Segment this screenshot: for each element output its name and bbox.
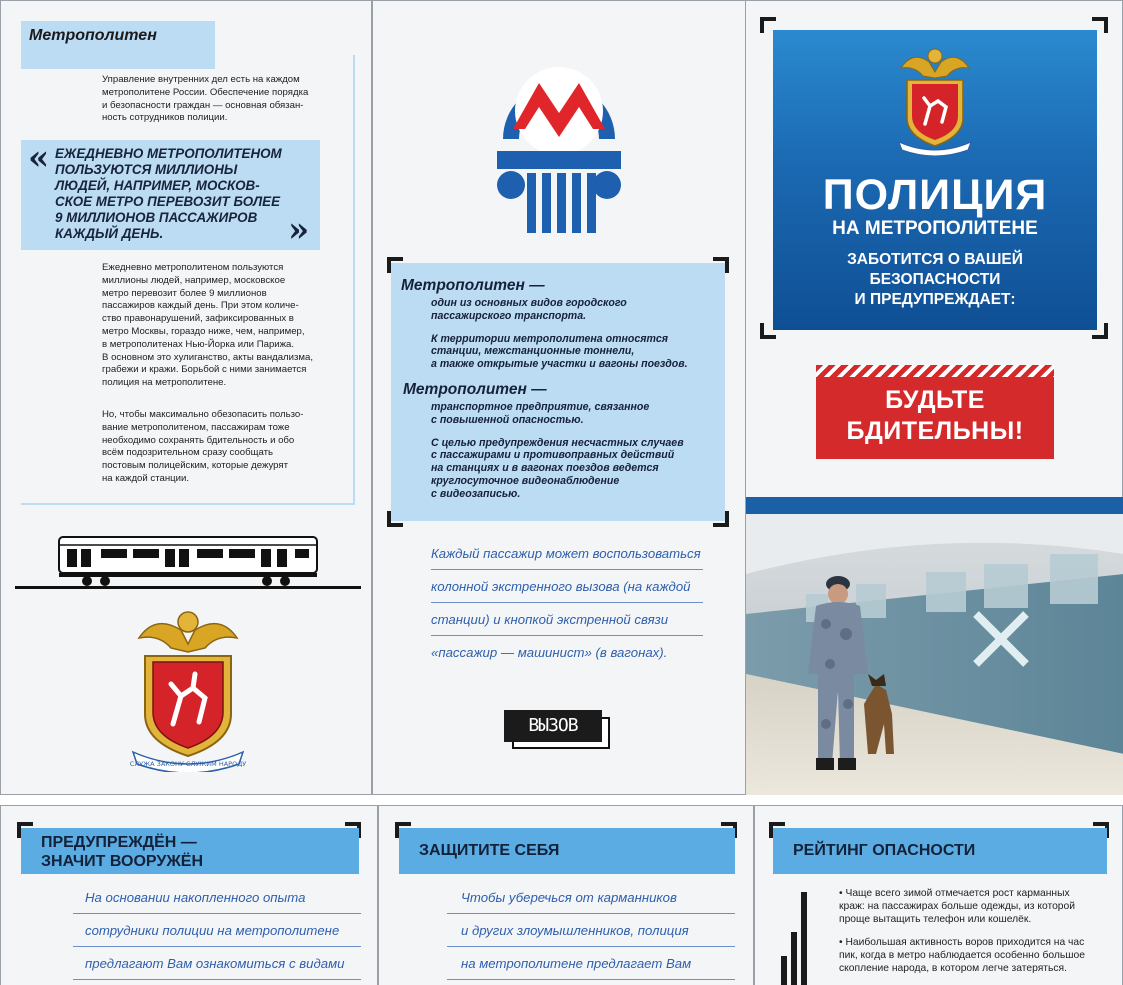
frame-corner [387, 257, 403, 273]
call-button[interactable]: ВЫЗОВ [504, 710, 602, 742]
cover-text: ЗАБОТИТСЯ О ВАШЕЙ БЕЗОПАСНОСТИ И ПРЕДУПРЕЖДАЕТ: [847, 251, 1023, 308]
protect-tab: ЗАЩИТИТЕ СЕБЯ [399, 828, 735, 874]
forewarned-tab: ПРЕДУПРЕЖДЁН — ЗНАЧИТ ВООРУЖЁН [21, 828, 359, 874]
frame-corner [387, 511, 403, 527]
pull-quote: ЕЖЕДНЕВНО МЕТРОПОЛИТЕНОМ ПОЛЬЗУЮТСЯ МИЛЛИОНЫ ЛЮДЕЙ, НАПРИМЕР, МОСКОВ- СКОЕ МЕТРО ПЕРЕВОЗИТ БОЛЕЕ 9 МИЛЛИОНОВ ПАССАЖИРОВ КАЖДЫЙ ДЕНЬ. [21, 140, 320, 250]
danger-bullets: • Чаще всего зимой отмечается рост карманных краж: на пассажирах больше одежды, из которой проще вытащить телефон или кошелёк. • Наибольшая активность воров приходится на час пик, когда в метро наблюдается особенно большое скопление народа, в котором легче затеряться. [839, 887, 1119, 975]
panel-danger-rating [754, 805, 1123, 985]
alert-banner: БУДЬТЕ БДИТЕЛЬНЫ! [816, 377, 1054, 459]
emergency-call-text: Каждый пассажир может воспользоваться колонной экстренного вызова (на каждой станции) и кнопкой экстренной связи «пассажир — машинист» (в вагонах). [431, 537, 703, 669]
panel-protect-yourself [378, 805, 754, 985]
quote-open-icon: « [28, 138, 50, 178]
metro-definition-box [391, 263, 725, 521]
metro-logo-icon [495, 49, 623, 239]
bullet-gap [839, 926, 1119, 936]
definition-text-1a: один из основных видов городского пассажирского транспорта. [431, 297, 627, 322]
police-emblem-icon [895, 44, 975, 156]
frame-corner [713, 511, 729, 527]
definition-text-2b: С целью предупреждения несчастных случаев с пассажирами и противоправных действий на станциях и в вагонах поездов ведется круглосуточное видеонаблюдение с видеозаписью. [431, 436, 684, 500]
panel-forewarned [0, 805, 378, 985]
blue-divider [746, 497, 1123, 514]
metro-train-icon [15, 531, 361, 593]
body-text-2: Но, чтобы максимально обезопасить пользо- вание метрополитеном, пассажирам тоже необходимо сохранять бдительность и обо всём подозрительном сразу сообщать постовым полицейским, которые дежурят на каждой станции. [102, 409, 304, 484]
police-officer-photo [746, 514, 1123, 795]
body-text-1: Ежедневно метрополитеном пользуются миллионы людей, например, московское метро перевозит более 9 миллионов пассажиров каждый день. При этом количе- ство правонарушений, зафиксированных в метро Москвы, гораздо ниже, чем, например, в метрополитенах Нью-Йорка или Парижа. В основном это хулиганство, акты вандализма, грабежи и кражи. Борьбой с ними занимается полиция на метрополитене. [102, 262, 314, 389]
svg-text:СЛУЖА ЗАКОНУ СЛУЖИМ НАРОДУ: СЛУЖА ЗАКОНУ СЛУЖИМ НАРОДУ [129, 760, 247, 768]
bar-chart-icon [779, 888, 809, 985]
definition-heading-2: Метрополитен — [403, 380, 547, 398]
section-title: Метрополитен [21, 21, 215, 69]
intro-text: Управление внутренних дел есть на каждом метрополитене России. Обеспечение порядка и безопасности граждан — основная обязан- ность сотрудников полиции. [102, 74, 309, 124]
panel-cover [745, 0, 1123, 795]
police-emblem-icon [125, 604, 251, 772]
cover-subtitle: НА МЕТРОПОЛИТЕНЕ [832, 218, 1038, 239]
cover-title: ПОЛИЦИЯ [822, 171, 1048, 219]
protect-text: Чтобы уберечься от карманников и других злоумышленников, полиция на метрополитене предлагает Вам [447, 881, 735, 980]
danger-rating-tab: РЕЙТИНГ ОПАСНОСТИ [773, 828, 1107, 874]
forewarned-text: На основании накопленного опыта сотрудники полиции на метрополитене предлагают Вам ознакомиться с видами [73, 881, 361, 980]
panel-metro-intro [0, 0, 372, 795]
quote-close-icon: » [288, 210, 310, 250]
definition-heading-1: Метрополитен — [401, 277, 545, 294]
definition-text-2a: транспортное предприятие, связанное с повышенной опасностью. [431, 400, 650, 426]
panel-metro-info [372, 0, 746, 795]
frame-corner [713, 257, 729, 273]
alert-stripes [816, 365, 1054, 377]
definition-text-1b: К территории метрополитена относятся станции, межстанционные тоннели, а также открытые участки и вагоны поездов. [431, 332, 688, 371]
cover-card [773, 30, 1097, 330]
